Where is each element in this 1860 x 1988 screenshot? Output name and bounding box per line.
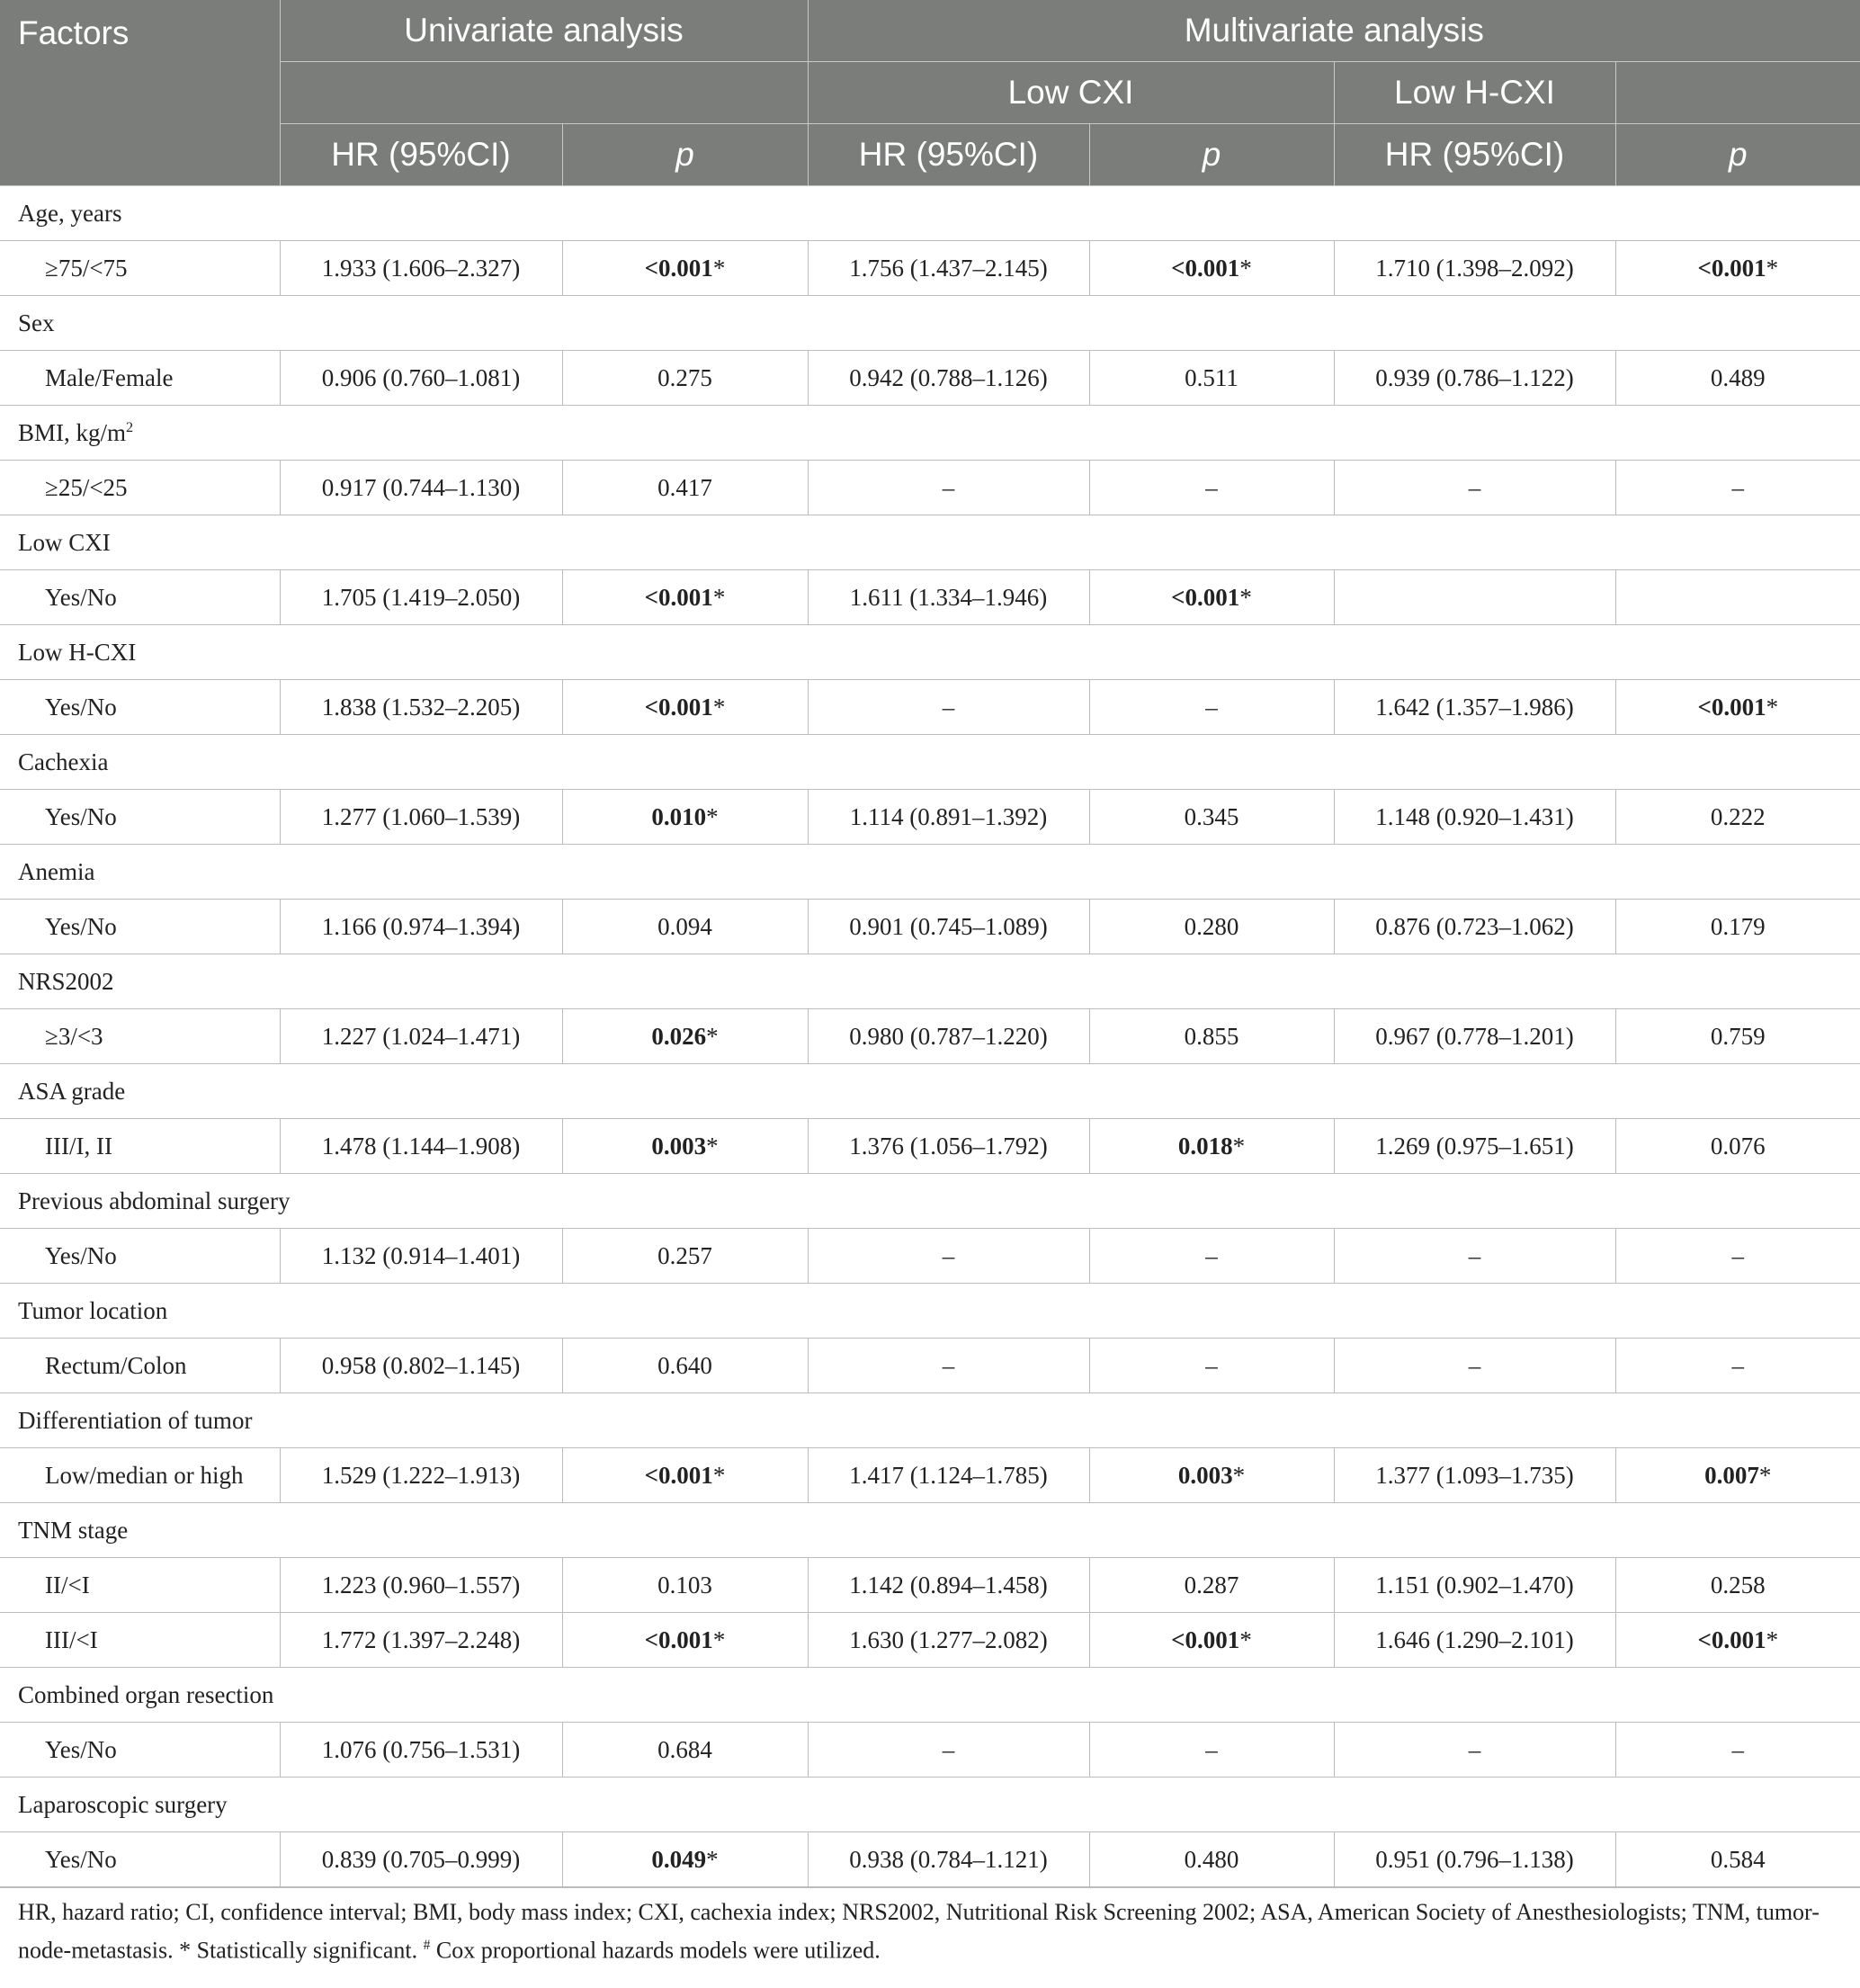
univariate-p-cell bbox=[562, 680, 808, 735]
hcxi-hr-cell: 1.710 (1.398–2.092) bbox=[1334, 241, 1615, 296]
univariate-p-cell: 0.640 bbox=[562, 1339, 808, 1393]
category-row bbox=[0, 1393, 1860, 1448]
cxi-hr-cell: 1.611 (1.334–1.946) bbox=[808, 570, 1089, 625]
category-row bbox=[0, 1284, 1860, 1339]
significant-p-value: 0.010 bbox=[651, 802, 707, 830]
category-row bbox=[0, 186, 1860, 241]
hcxi-hr-cell: 1.148 (0.920–1.431) bbox=[1334, 790, 1615, 845]
cxi-p-cell: 0.280 bbox=[1089, 900, 1334, 954]
table-row bbox=[0, 680, 1860, 735]
table-row bbox=[0, 351, 1860, 406]
significant-p-value: 0.003 bbox=[1177, 1461, 1233, 1489]
category-row bbox=[0, 845, 1860, 900]
category-label bbox=[0, 1174, 1860, 1229]
significant-p-value: 0.018 bbox=[1177, 1132, 1233, 1160]
hcxi-p-cell bbox=[1615, 680, 1860, 735]
hcxi-p-cell bbox=[1615, 241, 1860, 296]
footnote-hash: # bbox=[423, 1938, 431, 1953]
category-text: Differentiation of tumor bbox=[18, 1406, 253, 1434]
univariate-hr-cell: 1.227 (1.024–1.471) bbox=[280, 1009, 562, 1064]
significance-asterisk: * bbox=[712, 1625, 726, 1653]
table-footnote bbox=[0, 1887, 1860, 1967]
row-label: III/I, II bbox=[0, 1119, 280, 1174]
cxi-p-cell: – bbox=[1089, 1229, 1334, 1284]
table-row bbox=[0, 241, 1860, 296]
significance-asterisk: * bbox=[1232, 1132, 1246, 1160]
category-label bbox=[0, 1284, 1860, 1339]
univariate-hr-cell: 1.933 (1.606–2.327) bbox=[280, 241, 562, 296]
row-label: Rectum/Colon bbox=[0, 1339, 280, 1393]
category-row bbox=[0, 296, 1860, 351]
category-text: TNM stage bbox=[18, 1516, 129, 1544]
table-row bbox=[0, 570, 1860, 625]
cxi-hr-cell: – bbox=[808, 1339, 1089, 1393]
row-label: Yes/No bbox=[0, 1832, 280, 1887]
cxi-hr-cell: 0.980 (0.787–1.220) bbox=[808, 1009, 1089, 1064]
significant-p-value: <0.001 bbox=[1697, 254, 1766, 282]
category-text: ASA grade bbox=[18, 1077, 126, 1105]
row-label: ≥25/<25 bbox=[0, 461, 280, 515]
cxi-p-cell: 0.480 bbox=[1089, 1832, 1334, 1887]
category-row bbox=[0, 954, 1860, 1009]
hcxi-hr-cell: 1.642 (1.357–1.986) bbox=[1334, 680, 1615, 735]
hcxi-hr-cell: 0.951 (0.796–1.138) bbox=[1334, 1832, 1615, 1887]
table-row bbox=[0, 1558, 1860, 1613]
significance-asterisk: * bbox=[712, 693, 726, 721]
category-label bbox=[0, 1393, 1860, 1448]
table-row bbox=[0, 461, 1860, 515]
hcxi-p-cell: – bbox=[1615, 461, 1860, 515]
category-text: NRS2002 bbox=[18, 967, 114, 995]
category-text: Laparoscopic surgery bbox=[18, 1790, 228, 1818]
hcxi-p-cell: 0.179 bbox=[1615, 900, 1860, 954]
significant-p-value: 0.007 bbox=[1704, 1461, 1759, 1489]
univariate-hr-cell: 0.917 (0.744–1.130) bbox=[280, 461, 562, 515]
category-label bbox=[0, 296, 1860, 351]
category-label bbox=[0, 515, 1860, 570]
cxi-hr-cell: 1.756 (1.437–2.145) bbox=[808, 241, 1089, 296]
significance-asterisk: * bbox=[1232, 1461, 1246, 1489]
header-hcxi-p: p bbox=[1615, 124, 1860, 186]
univariate-p-cell: 0.417 bbox=[562, 461, 808, 515]
category-label bbox=[0, 954, 1860, 1009]
category-label bbox=[0, 1668, 1860, 1723]
category-label bbox=[0, 845, 1860, 900]
category-row bbox=[0, 1778, 1860, 1832]
significant-p-value: 0.026 bbox=[651, 1022, 707, 1050]
significance-asterisk: * bbox=[1239, 583, 1252, 611]
hcxi-p-cell: – bbox=[1615, 1723, 1860, 1778]
category-text: Anemia bbox=[18, 857, 95, 885]
header-low-hcxi: Low H-CXI bbox=[1334, 62, 1615, 124]
cxi-p-cell: 0.511 bbox=[1089, 351, 1334, 406]
cxi-hr-cell: – bbox=[808, 461, 1089, 515]
hcxi-hr-cell bbox=[1334, 570, 1615, 625]
cxi-p-cell bbox=[1089, 1119, 1334, 1174]
univariate-p-cell bbox=[562, 790, 808, 845]
hcxi-p-cell: 0.584 bbox=[1615, 1832, 1860, 1887]
cxi-p-cell bbox=[1089, 1613, 1334, 1668]
significance-asterisk: * bbox=[706, 1845, 719, 1873]
table-row bbox=[0, 1832, 1860, 1887]
cxi-p-cell: 0.855 bbox=[1089, 1009, 1334, 1064]
category-label bbox=[0, 1064, 1860, 1119]
table-row bbox=[0, 1448, 1860, 1503]
table-row bbox=[0, 1009, 1860, 1064]
significance-asterisk: * bbox=[1766, 693, 1779, 721]
category-text: Sex bbox=[18, 309, 55, 336]
row-label: Low/median or high bbox=[0, 1448, 280, 1503]
hcxi-p-cell bbox=[1615, 1448, 1860, 1503]
significance-asterisk: * bbox=[712, 254, 726, 282]
hcxi-hr-cell: 1.151 (0.902–1.470) bbox=[1334, 1558, 1615, 1613]
cxi-p-cell: – bbox=[1089, 680, 1334, 735]
row-label: III/<I bbox=[0, 1613, 280, 1668]
header-low-cxi: Low CXI bbox=[808, 62, 1334, 124]
hcxi-hr-cell: – bbox=[1334, 1339, 1615, 1393]
cxi-p-cell: – bbox=[1089, 1339, 1334, 1393]
header-factors: Factors bbox=[0, 0, 280, 186]
significance-asterisk: * bbox=[706, 1022, 719, 1050]
category-text: Cachexia bbox=[18, 748, 109, 775]
significance-asterisk: * bbox=[1758, 1461, 1772, 1489]
category-text: Combined organ resection bbox=[18, 1680, 274, 1708]
significance-asterisk: * bbox=[712, 1461, 726, 1489]
cxi-hr-cell: 1.417 (1.124–1.785) bbox=[808, 1448, 1089, 1503]
table-row bbox=[0, 900, 1860, 954]
category-text: Low CXI bbox=[18, 528, 111, 556]
univariate-hr-cell: 1.166 (0.974–1.394) bbox=[280, 900, 562, 954]
cxi-hr-cell: 0.938 (0.784–1.121) bbox=[808, 1832, 1089, 1887]
hcxi-hr-cell: – bbox=[1334, 461, 1615, 515]
table-row bbox=[0, 1723, 1860, 1778]
category-label bbox=[0, 406, 1860, 461]
significant-p-value: <0.001 bbox=[1697, 1625, 1766, 1653]
significant-p-value: <0.001 bbox=[644, 1461, 713, 1489]
univariate-hr-cell: 0.958 (0.802–1.145) bbox=[280, 1339, 562, 1393]
significant-p-value: <0.001 bbox=[644, 693, 713, 721]
univariate-hr-cell: 1.277 (1.060–1.539) bbox=[280, 790, 562, 845]
category-label bbox=[0, 1503, 1860, 1558]
table-row bbox=[0, 790, 1860, 845]
footnote-text-2: Cox proportional hazards models were utilized. bbox=[430, 1937, 881, 1964]
hcxi-p-cell: – bbox=[1615, 1229, 1860, 1284]
category-text: Low H-CXI bbox=[18, 638, 137, 666]
table-row bbox=[0, 1119, 1860, 1174]
univariate-p-cell: 0.684 bbox=[562, 1723, 808, 1778]
table-body bbox=[0, 186, 1860, 1887]
row-label: Yes/No bbox=[0, 680, 280, 735]
category-row bbox=[0, 625, 1860, 680]
header-hcxi-hr: HR (95%CI) bbox=[1334, 124, 1615, 186]
significance-asterisk: * bbox=[1766, 254, 1779, 282]
significance-asterisk: * bbox=[1766, 1625, 1779, 1653]
hcxi-p-cell: 0.258 bbox=[1615, 1558, 1860, 1613]
category-label bbox=[0, 1778, 1860, 1832]
univariate-p-cell bbox=[562, 1613, 808, 1668]
category-label bbox=[0, 625, 1860, 680]
univariate-hr-cell: 0.839 (0.705–0.999) bbox=[280, 1832, 562, 1887]
row-label: Yes/No bbox=[0, 900, 280, 954]
row-label: Male/Female bbox=[0, 351, 280, 406]
significance-asterisk: * bbox=[706, 1132, 719, 1160]
univariate-hr-cell: 0.906 (0.760–1.081) bbox=[280, 351, 562, 406]
significance-asterisk: * bbox=[712, 583, 726, 611]
cxi-hr-cell: 1.376 (1.056–1.792) bbox=[808, 1119, 1089, 1174]
univariate-p-cell: 0.275 bbox=[562, 351, 808, 406]
category-label bbox=[0, 735, 1860, 790]
univariate-hr-cell: 1.529 (1.222–1.913) bbox=[280, 1448, 562, 1503]
row-label: Yes/No bbox=[0, 1229, 280, 1284]
table-row bbox=[0, 1229, 1860, 1284]
row-label: ≥75/<75 bbox=[0, 241, 280, 296]
cxi-p-cell: – bbox=[1089, 1723, 1334, 1778]
cxi-p-cell bbox=[1089, 241, 1334, 296]
row-label: II/<I bbox=[0, 1558, 280, 1613]
cxi-p-cell: – bbox=[1089, 461, 1334, 515]
header-row-2 bbox=[0, 62, 1860, 124]
hcxi-p-cell: 0.759 bbox=[1615, 1009, 1860, 1064]
univariate-p-cell bbox=[562, 241, 808, 296]
univariate-p-cell: 0.103 bbox=[562, 1558, 808, 1613]
category-row bbox=[0, 406, 1860, 461]
significant-p-value: <0.001 bbox=[1171, 583, 1240, 611]
hcxi-p-cell: – bbox=[1615, 1339, 1860, 1393]
cxi-p-cell: 0.287 bbox=[1089, 1558, 1334, 1613]
table-header bbox=[0, 0, 1860, 186]
cxi-hr-cell: – bbox=[808, 1229, 1089, 1284]
cxi-hr-cell: 1.142 (0.894–1.458) bbox=[808, 1558, 1089, 1613]
header-univariate: Univariate analysis bbox=[280, 0, 808, 62]
header-row-3 bbox=[0, 124, 1860, 186]
category-row bbox=[0, 735, 1860, 790]
category-row bbox=[0, 1668, 1860, 1723]
header-cxi-p: p bbox=[1089, 124, 1334, 186]
hcxi-p-cell bbox=[1615, 1613, 1860, 1668]
hcxi-hr-cell: 0.967 (0.778–1.201) bbox=[1334, 1009, 1615, 1064]
hcxi-hr-cell: – bbox=[1334, 1229, 1615, 1284]
significant-p-value: <0.001 bbox=[1697, 693, 1766, 721]
hcxi-p-cell: 0.489 bbox=[1615, 351, 1860, 406]
univariate-p-cell: 0.257 bbox=[562, 1229, 808, 1284]
cxi-p-cell bbox=[1089, 1448, 1334, 1503]
table-row bbox=[0, 1339, 1860, 1393]
univariate-hr-cell: 1.772 (1.397–2.248) bbox=[280, 1613, 562, 1668]
header-multivariate: Multivariate analysis bbox=[808, 0, 1860, 62]
row-label: Yes/No bbox=[0, 1723, 280, 1778]
cxi-hr-cell: – bbox=[808, 1723, 1089, 1778]
univariate-hr-cell: 1.223 (0.960–1.557) bbox=[280, 1558, 562, 1613]
header-blank bbox=[280, 62, 808, 124]
significant-p-value: <0.001 bbox=[644, 1625, 713, 1653]
hcxi-hr-cell: 1.269 (0.975–1.651) bbox=[1334, 1119, 1615, 1174]
univariate-p-cell: 0.094 bbox=[562, 900, 808, 954]
category-row bbox=[0, 1064, 1860, 1119]
header-row-1 bbox=[0, 0, 1860, 62]
cxi-hr-cell: 1.114 (0.891–1.392) bbox=[808, 790, 1089, 845]
footnote-text: HR, hazard ratio; CI, confidence interval; BMI, body mass index; CXI, cachexia index; NRS2002, Nutritional Risk Screening 2002; ASA, American Society of Anesthesiologists; TNM, tumor-node-metastasis. * Statistically significant. bbox=[18, 1899, 1820, 1964]
cxi-p-cell bbox=[1089, 570, 1334, 625]
univariate-hr-cell: 1.132 (0.914–1.401) bbox=[280, 1229, 562, 1284]
significance-asterisk: * bbox=[1239, 1625, 1252, 1653]
category-text: Age, years bbox=[18, 199, 122, 227]
significant-p-value: 0.049 bbox=[651, 1845, 707, 1873]
hcxi-hr-cell: 1.377 (1.093–1.735) bbox=[1334, 1448, 1615, 1503]
hcxi-p-cell: 0.076 bbox=[1615, 1119, 1860, 1174]
univariate-p-cell bbox=[562, 1448, 808, 1503]
category-text: Previous abdominal surgery bbox=[18, 1187, 291, 1214]
significance-asterisk: * bbox=[706, 802, 719, 830]
cxi-hr-cell: 0.901 (0.745–1.089) bbox=[808, 900, 1089, 954]
univariate-p-cell bbox=[562, 1119, 808, 1174]
category-text: Tumor location bbox=[18, 1296, 168, 1324]
hcxi-hr-cell: 0.939 (0.786–1.122) bbox=[1334, 351, 1615, 406]
significance-asterisk: * bbox=[1239, 254, 1252, 282]
hcxi-p-cell bbox=[1615, 570, 1860, 625]
row-label: Yes/No bbox=[0, 790, 280, 845]
univariate-hr-cell: 1.076 (0.756–1.531) bbox=[280, 1723, 562, 1778]
hcxi-hr-cell: – bbox=[1334, 1723, 1615, 1778]
row-label: ≥3/<3 bbox=[0, 1009, 280, 1064]
univariate-p-cell bbox=[562, 1009, 808, 1064]
category-row bbox=[0, 515, 1860, 570]
cxi-hr-cell: 1.630 (1.277–2.082) bbox=[808, 1613, 1089, 1668]
hcxi-hr-cell: 0.876 (0.723–1.062) bbox=[1334, 900, 1615, 954]
table-row bbox=[0, 1613, 1860, 1668]
header-univariate-p: p bbox=[562, 124, 808, 186]
category-text: BMI, kg/m bbox=[18, 418, 127, 446]
header-univariate-hr: HR (95%CI) bbox=[280, 124, 562, 186]
header-blank-right bbox=[1615, 62, 1860, 124]
significant-p-value: <0.001 bbox=[1171, 1625, 1240, 1653]
category-label bbox=[0, 186, 1860, 241]
univariate-hr-cell: 1.705 (1.419–2.050) bbox=[280, 570, 562, 625]
univariate-p-cell bbox=[562, 1832, 808, 1887]
univariate-p-cell bbox=[562, 570, 808, 625]
significant-p-value: <0.001 bbox=[644, 583, 713, 611]
hcxi-p-cell: 0.222 bbox=[1615, 790, 1860, 845]
category-superscript: 2 bbox=[126, 418, 134, 435]
cxi-hr-cell: – bbox=[808, 680, 1089, 735]
significant-p-value: <0.001 bbox=[644, 254, 713, 282]
significant-p-value: <0.001 bbox=[1171, 254, 1240, 282]
row-label: Yes/No bbox=[0, 570, 280, 625]
hcxi-hr-cell: 1.646 (1.290–2.101) bbox=[1334, 1613, 1615, 1668]
category-row bbox=[0, 1174, 1860, 1229]
cxi-p-cell: 0.345 bbox=[1089, 790, 1334, 845]
category-row bbox=[0, 1503, 1860, 1558]
univariate-hr-cell: 1.478 (1.144–1.908) bbox=[280, 1119, 562, 1174]
univariate-hr-cell: 1.838 (1.532–2.205) bbox=[280, 680, 562, 735]
significant-p-value: 0.003 bbox=[651, 1132, 707, 1160]
cxi-hr-cell: 0.942 (0.788–1.126) bbox=[808, 351, 1089, 406]
header-cxi-hr: HR (95%CI) bbox=[808, 124, 1089, 186]
